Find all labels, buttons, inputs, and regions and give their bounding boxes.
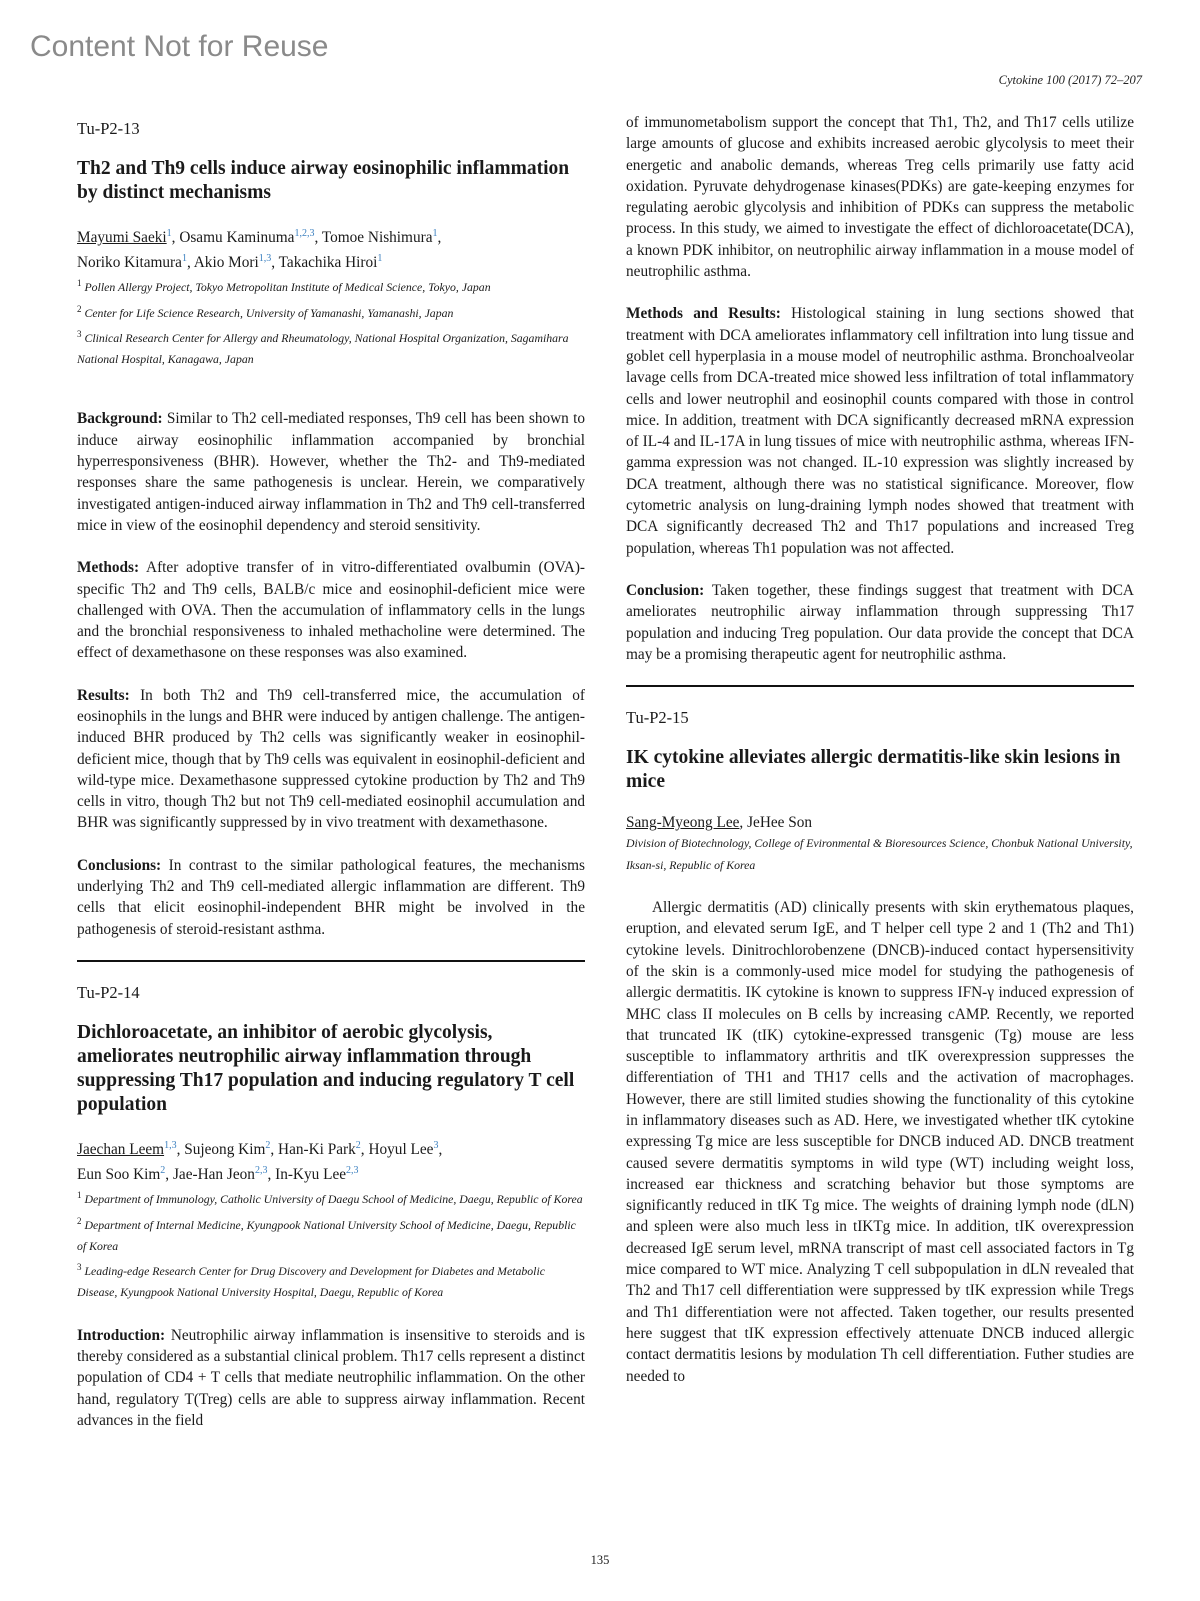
affil-text: Clinical Research Center for Allergy and Rheumatology, National Hospital Organization, Sagamihara National Hospital, Kanagawa, Japan	[77, 330, 569, 367]
affil-num: 3	[77, 1262, 82, 1273]
author-name: Eun Soo Kim	[77, 1166, 161, 1184]
affiliation	[77, 1257, 585, 1304]
section-divider	[77, 960, 585, 962]
author-affil-sup: 2	[265, 1140, 271, 1152]
affil-num: 2	[77, 303, 82, 314]
author-name: Sujeong Kim	[184, 1141, 266, 1159]
author-sep: ,	[186, 254, 194, 272]
affil-text: Pollen Allergy Project, Tokyo Metropolitan Institute of Medical Science, Tokyo, Japan	[84, 280, 491, 295]
affiliation: Division of Biotechnology, College of Evironmental & Bioresources Science, Chonbuk National University, Iksan-si, Republic of Korea	[626, 836, 1133, 872]
section-divider	[626, 685, 1134, 687]
author-list	[626, 812, 1134, 833]
abstract-title: Th2 and Th9 cells induce airway eosinophilic inflammation by distinct mechanisms	[77, 158, 570, 204]
author-sep: ,	[171, 229, 180, 247]
author-affil-sup: 2	[355, 1140, 361, 1152]
author-affil-sup: 1,3	[258, 253, 272, 265]
section-text: In both Th2 and Th9 cell-transferred mice, the accumulation of eosinophils in the lungs and BHR were induced by antigen challenge. The antigen-induced BHR produced by Th2 cells was significantly weaker in eosinophil-deficient mice, though that by Th9 cells was equivalent in eosinophil-deficient and wild-type mice. Dexamethasone suppressed cytokine production by Th2 and Th9 cells in vitro, though Th2 but not Th9 cell-mediated eosinophil accumulation and BHR was significantly suppressed by in vivo treatment with dexamethasone.	[77, 686, 585, 832]
watermark: Content Not for Reuse	[30, 30, 329, 63]
right-column	[626, 112, 1134, 1387]
author-affil-sup: 1	[166, 228, 172, 240]
journal-citation: Cytokine 100 (2017) 72–207	[998, 73, 1142, 87]
author-name: Tomoe Nishimura	[321, 229, 433, 247]
abstract-body: Allergic dermatitis (AD) clinically presents with skin erythematous plaques, eruption, and elevated serum IgE, and T helper cell type 2 and 1 (Th2 and Th1) cytokine levels. Dinitrochlorobenzene (DNCB)-induced contact hypersensitivity of the skin is a commonly-used mice model for studying the pathogenesis of allergic dermatitis. IK cytokine is known to suppress IFN-γ induced expression of MHC class II molecules on B cells by increasing cAMP. Recently, we reported that truncated IK (tIK) cytokine-expressed transgenic (Tg) mouse are less susceptible to inflammatory arthritis and tIK overexpression suppresses the differentiation of TH1 and TH17 cells and the activation of macrophages. However, there are still limited studies showing the functionality of this cytokine in inflammatory diseases such as AD. Here, we investigated whether tIK cytokine expressing Tg mice are less susceptible for DNCB induced AD. DNCB treatment caused severe dermatitis symptoms in wild type (WT) including weight loss, increased ear thickness and scratching behavior but those symptoms are significantly reduced in tIK Tg mice. The weights of draining lymph node (dLN) and spleen were also much less in tIKTg mice. In addition, tIK overexpression decreased IgE serum level, mRNA transcript of mast cell associated factors in Tg mice compared to WT mice. Analyzing T cell subpopulation in dLN revealed that Th2 and Th17 cell differentiation were suppressed by tIK expression while Tregs and Th1 differentiation were not affected. Taken together, our results presented here suggest that tIK expression effectively attenuate DNCB induced allergic contact dermatitis lesions by modulation Th cell differentiation. Futher studies are needed to	[626, 899, 1134, 1385]
abstract-tu-p2-13	[77, 118, 585, 940]
left-column	[77, 112, 585, 1431]
author-sep: ,	[314, 229, 322, 247]
abstract-id: Tu-P2-14	[77, 982, 140, 1002]
introduction-continued: of immunometabolism support the concept that Th1, Th2, and Th17 cells utilize large amounts of glucose and exhibits increased aerobic glycolysis to meet their energetic and anabolic demands, whereas Treg cells primarily use fatty acid oxidation. Pyruvate dehydrogenase kinases(PDKs) are gate-keeping enzymes for regulating aerobic glycolysis and inhibition of PDKs can suppress the metabolic process. In this study, we aimed to investigate the effect of dichloroacetate(DCA), a known PDK inhibitor, on neutrophilic airway inflammation in a mouse model of neutrophilic asthma.	[626, 114, 1134, 281]
author-sep: ,	[739, 814, 748, 832]
affiliation	[77, 1211, 585, 1258]
affiliation	[77, 1185, 585, 1210]
author-name: Hoyul Lee	[368, 1141, 434, 1159]
affiliation	[77, 324, 585, 371]
section-heading: Conclusions:	[77, 856, 162, 874]
abstract-id: Tu-P2-13	[77, 119, 140, 138]
abstract-id: Tu-P2-15	[626, 708, 689, 728]
author-affil-sup: 3	[433, 1140, 439, 1152]
section-text: Taken together, these findings suggest that treatment with DCA ameliorates neutrophilic airway inflammation through suppressing Th17 population and inducing Treg population. Our data provide the concept that DCA may be a promising therapeutic agent for neutrophilic asthma.	[626, 581, 1134, 663]
methods-section	[77, 557, 585, 663]
section-text: Similar to Th2 cell-mediated responses, Th9 cell has been shown to induce airway eosinophilic inflammation accompanied by bronchial hyperresponsiveness (BHR). However, whether the Th2- and Th9-mediated responses share the same pathogenesis is unclear. Herein, we comparatively investigated antigen-induced airway inflammation in Th2 and Th9 cell-transferred mice in view of the eosinophil dependency and steroid sensitivity.	[77, 410, 585, 534]
author-affil-sup: 1,3	[164, 1140, 177, 1152]
author-affil-sup: 1	[432, 228, 438, 240]
author-affil-sup: 1	[181, 253, 187, 265]
section-heading: Methods and Results:	[626, 305, 781, 323]
affil-text: Department of Immunology, Catholic University of Daegu School of Medicine, Daegu, Republic of Korea	[84, 1192, 583, 1207]
section-heading: Conclusion:	[626, 581, 705, 599]
author-affil-sup: 2	[160, 1165, 166, 1177]
introduction-section	[77, 1325, 585, 1431]
abstract-tu-p2-15	[626, 707, 1134, 1387]
author-affil-sup: 1	[377, 253, 383, 265]
affil-text: Center for Life Science Research, University of Yamanashi, Yamanashi, Japan	[84, 305, 454, 320]
author-list	[77, 223, 585, 273]
section-text: Histological staining in lung sections showed that treatment with DCA ameliorates inflammatory cell infiltration into lung tissue and goblet cell hyperplasia in a mouse model of neutrophilic asthma. Bronchoalveolar lavage cells from DCA-treated mice showed less infiltration of total inflammatory cells and lower neutrophil and eosinophil counts compared with those in control mice. In addition, treatment with DCA significantly decreased mRNA expression of IL-4 and IL-17A in lung tissues of mice with neutrophilic asthma, whereas IFN-gamma expression was not changed. IL-10 expression was slightly increased by DCA treatment, although there was no statistical significance. Moreover, flow cytometric analysis on lung-draining lymph nodes showed that treatment with DCA significantly decreased Th2 and Th17 populations and increased Treg population, whereas Th1 population was not affected.	[626, 305, 1135, 557]
affil-num: 1	[77, 1190, 82, 1201]
author-affil-sup: 1,2,3	[294, 228, 315, 240]
author-sep: ,	[437, 229, 442, 247]
author-sep: ,	[438, 1141, 443, 1159]
author-sep: ,	[360, 1141, 369, 1159]
author-list	[77, 1135, 585, 1185]
page-number: 135	[590, 1553, 610, 1567]
author-name: Jae-Han Jeon	[172, 1166, 255, 1184]
section-text: In contrast to the similar pathological features, the mechanisms underlying Th2 and Th9 cell-mediated allergic inflammation are different. Th9 cells that elicit eosinophil-independent BHR might be involved in the pathogenesis of steroid-resistant asthma.	[77, 856, 585, 938]
methods-results-section	[626, 303, 1134, 559]
author-name: Jaechan Leem	[77, 1141, 165, 1159]
author-name: Mayumi Saeki	[77, 229, 167, 247]
affiliation	[77, 273, 585, 298]
affil-text: Leading-edge Research Center for Drug Discovery and Development for Diabetes and Metabolic Disease, Kyungpook National University Hospital, Daegu, Republic of Korea	[77, 1264, 545, 1300]
author-name: In-Kyu Lee	[275, 1166, 347, 1184]
author-sep: ,	[270, 1141, 279, 1159]
author-name: Takachika Hiroi	[278, 254, 378, 272]
section-heading: Introduction:	[77, 1326, 166, 1344]
author-sep: ,	[271, 254, 279, 272]
results-section	[77, 685, 585, 834]
affil-num: 3	[77, 328, 82, 339]
affil-text: Department of Internal Medicine, Kyungpook National University School of Medicine, Daegu, Republic of Korea	[77, 1217, 576, 1253]
author-sep: ,	[176, 1141, 185, 1159]
abstract-title: Dichloroacetate, an inhibitor of aerobic glycolysis, ameliorates neutrophilic airway inflammation through suppressing Th17 population and inducing regulatory T cell population	[77, 1022, 575, 1116]
author-name: Osamu Kaminuma	[179, 229, 295, 247]
abstract-tu-p2-14-continued	[626, 112, 1134, 665]
author-name: Akio Mori	[193, 254, 259, 272]
section-heading: Results:	[77, 686, 130, 704]
section-heading: Background:	[77, 410, 163, 428]
author-name: Noriko Kitamura	[77, 254, 182, 272]
conclusions-section	[77, 855, 585, 940]
author-sep: ,	[165, 1166, 173, 1184]
affiliation	[77, 299, 585, 324]
abstract-tu-p2-14	[77, 982, 585, 1431]
author-affil-sup: 2,3	[254, 1165, 268, 1177]
abstract-title: IK cytokine alleviates allergic dermatitis-like skin lesions in mice	[626, 747, 1121, 793]
author-affil-sup: 2,3	[346, 1165, 359, 1177]
affil-num: 2	[77, 1215, 82, 1226]
section-text: After adoptive transfer of in vitro-differentiated ovalbumin (OVA)-specific Th2 and Th9 cells, BALB/c mice and eosinophil-deficient mice were challenged with OVA. Then the accumulation of inflammatory cells in the lungs and the bronchial responsiveness to inhaled methacholine were determined. The effect of dexamethasone on these responses was also examined.	[77, 559, 586, 662]
section-text: Neutrophilic airway inflammation is insensitive to steroids and is thereby considered as a substantial clinical problem. Th17 cells represent a distinct population of CD4 + T cells that mediate neutrophilic inflammation. On the other hand, regulatory T(Treg) cells are able to suppress airway inflammation. Recent advances in the field	[77, 1326, 585, 1429]
author-name: JeHee Son	[747, 814, 813, 832]
author-name: Sang-Myeong Lee	[626, 814, 740, 832]
conclusion-section	[626, 580, 1134, 665]
author-name: Han-Ki Park	[278, 1141, 356, 1159]
affil-num: 1	[77, 278, 82, 289]
background-section	[77, 408, 585, 536]
section-heading: Methods:	[77, 559, 140, 577]
author-sep: ,	[267, 1166, 276, 1184]
